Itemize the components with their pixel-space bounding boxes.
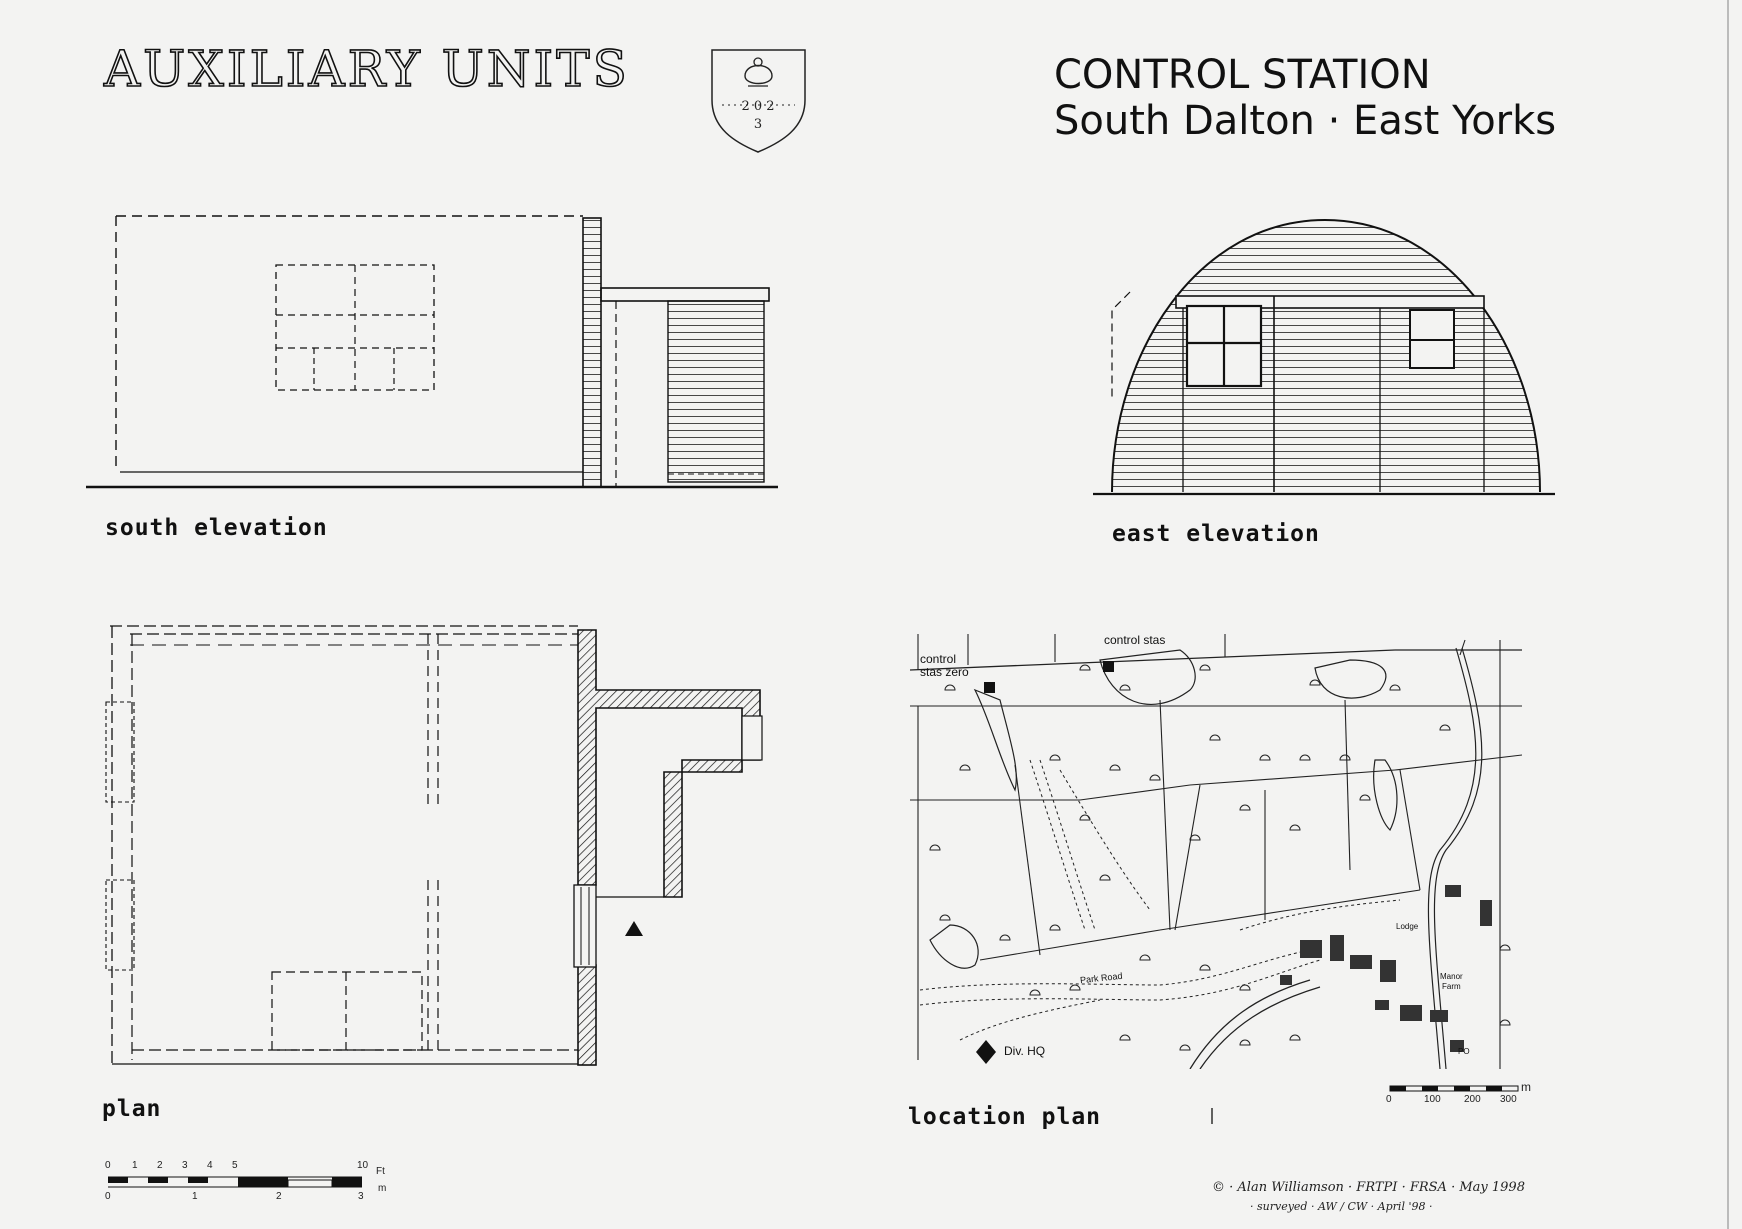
credit-survey: · surveyed · AW / CW · April '98 · [1250, 1200, 1433, 1213]
floor-plan-drawing [106, 626, 762, 1065]
map-scale-0: 0 [1386, 1094, 1392, 1105]
map-scale-300: 300 [1500, 1094, 1517, 1105]
div-hq-marker-icon [976, 1040, 996, 1064]
map-scale-unit: m [1521, 1080, 1531, 1094]
station-name: CONTROL STATION [1054, 52, 1431, 98]
map-scale-bar [1390, 1086, 1518, 1091]
map-label-div-hq: Div. HQ [1004, 1044, 1046, 1058]
map-label-lodge: Lodge [1396, 922, 1419, 931]
plan-scale-ft-5: 5 [232, 1160, 238, 1171]
entrance-marker-icon [625, 921, 643, 936]
plan-scale-ft-3: 3 [182, 1160, 188, 1171]
unit-crest-icon [712, 50, 805, 152]
control-stas-marker-icon [1103, 661, 1114, 672]
map-label-control-stas-zero-line2: stas zero [920, 665, 969, 679]
map-scale-100: 100 [1424, 1094, 1441, 1105]
plan-scale-ft-4: 4 [207, 1160, 213, 1171]
crest-number: 2 0 2 [741, 99, 775, 114]
plan-scale-ft-1: 1 [132, 1160, 138, 1171]
plan-scale-bar [108, 1177, 362, 1187]
sheet-title: AUXILIARY UNITS [104, 40, 630, 98]
control-stas-zero-marker-icon [984, 682, 995, 693]
credit-author: © · Alan Williamson · FRTPI · FRSA · May 1998 [1212, 1180, 1525, 1195]
plan-scale-m-2: 2 [276, 1191, 282, 1202]
map-label-manor-farm-line1: Manor [1440, 972, 1463, 981]
location-plan-caption: location plan [908, 1104, 1102, 1130]
plan-scale-m-3: 3 [358, 1191, 364, 1202]
east-elevation-drawing [1093, 210, 1555, 500]
station-location: South Dalton · East Yorks [1054, 98, 1557, 144]
map-label-control-stas: control stas [1104, 633, 1166, 647]
south-elevation-caption: south elevation [105, 515, 328, 541]
crest-digit: 3 [753, 117, 763, 132]
plan-caption: plan [102, 1096, 162, 1122]
plan-scale-ft-0: 0 [105, 1160, 111, 1171]
plan-scale-m-1: 1 [192, 1191, 198, 1202]
location-plan-map [910, 634, 1522, 1069]
map-label-po: PO [1458, 1047, 1470, 1056]
plan-scale-ft-10: 10 [357, 1160, 369, 1171]
map-label-manor-farm-line2: Farm [1442, 982, 1461, 991]
map-scale-200: 200 [1464, 1094, 1481, 1105]
plan-scale-ft-unit: Ft [376, 1166, 385, 1177]
map-label-park-road: Park Road [1079, 970, 1123, 986]
map-label-control-stas-zero-line1: control [920, 652, 957, 666]
plan-scale-m-unit: m [378, 1183, 387, 1194]
south-elevation-drawing [86, 216, 778, 487]
plan-scale-m-0: 0 [105, 1191, 111, 1202]
east-elevation-caption: east elevation [1112, 521, 1320, 547]
plan-scale-ft-2: 2 [157, 1160, 163, 1171]
